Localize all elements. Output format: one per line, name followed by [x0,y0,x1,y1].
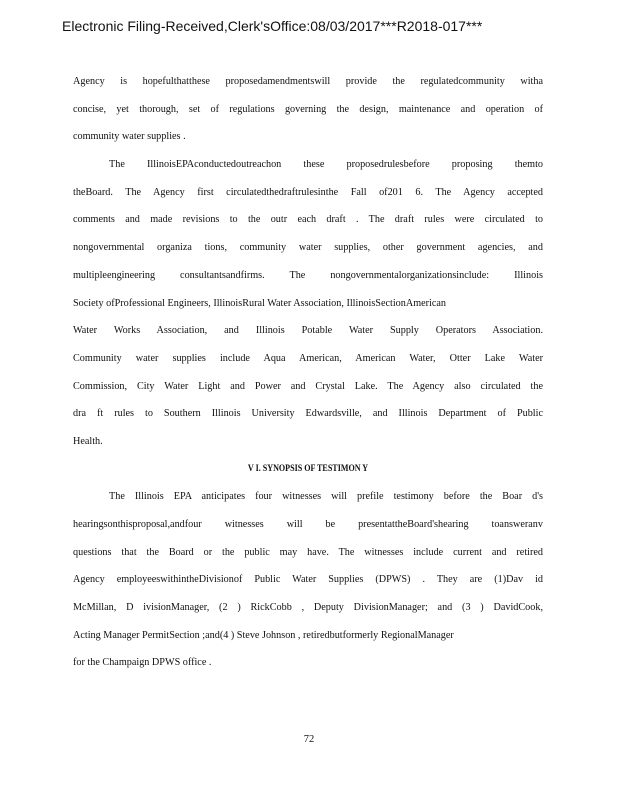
text-line: Health. [73,435,103,447]
text-line: Society ofProfessional Engineers, IllinoisRural Water Association, IllinoisSectionAmerican [73,297,447,309]
text-line: Commission, City Water Light and Power and Crystal Lake. The Agency also circulated the [73,380,543,392]
document-body [73,68,543,677]
text-line: Water Works Association, and Illinois Potable Water Supply Operators Association. [73,325,543,337]
text-line: concise, yet thorough, set of regulations governing the design, maintenance and operation of [73,103,543,115]
text-line: community water supplies . [73,131,186,143]
text-line: theBoard. The Agency first circulatedthedraftrulesinthe Fall of201 6. The Agency accepted [73,186,543,198]
text-line: questions that the Board or the public may have. The witnesses include current and retired [73,546,543,558]
text-line: Agency is hopefulthatthese proposedamendmentswill provide the regulatedcommunity witha [73,76,543,87]
text-line: Community water supplies include Aqua American, American Water, Otter Lake Water [73,352,543,364]
text-line: for the Champaign DPWS office . [73,657,212,669]
text-line: nongovernmental organiza tions, community water supplies, other government agencies, and [73,242,543,254]
text-line: multipleengineering consultantsandfirms. The nongovernmentalorganizationsinclude: Illinois [73,269,543,281]
section-heading: V I. SYNOPSIS OF TESTIMON Y [247,463,369,474]
text-line: The IllinoisEPAconductedoutreachon these proposedrulesbefore proposing themto [109,159,543,171]
text-line: dra ft rules to Southern Illinois University Edwardsville, and Illinois Department of Public [73,408,543,420]
text-line: hearingsonthisproposal,andfour witnesses will be presentattheBoard'shearing toansweranv [73,519,543,530]
text-line: McMillan, D ivisionManager, (2 ) RickCobb , Deputy DivisionManager; and (3 ) DavidCook, [73,602,543,614]
text-line: comments and made revisions to the outr each draft . The draft rules were circulated to [73,214,543,226]
text-line: Agency employeeswithintheDivisionof Public Water Supplies (DPWS) . They are (1)Dav id [73,574,543,586]
filing-stamp-header: Electronic Filing-Received,Clerk'sOffice:08/03/2017***R2018-017*** [62,18,483,34]
text-line: The Illinois EPA anticipates four witnesses will prefile testimony before the Boar d's [109,491,543,503]
text-line: Acting Manager PermitSection ;and(4 ) Steve Johnson , retiredbutformerly RegionalManager [73,629,454,641]
page-number: 72 [303,734,315,745]
